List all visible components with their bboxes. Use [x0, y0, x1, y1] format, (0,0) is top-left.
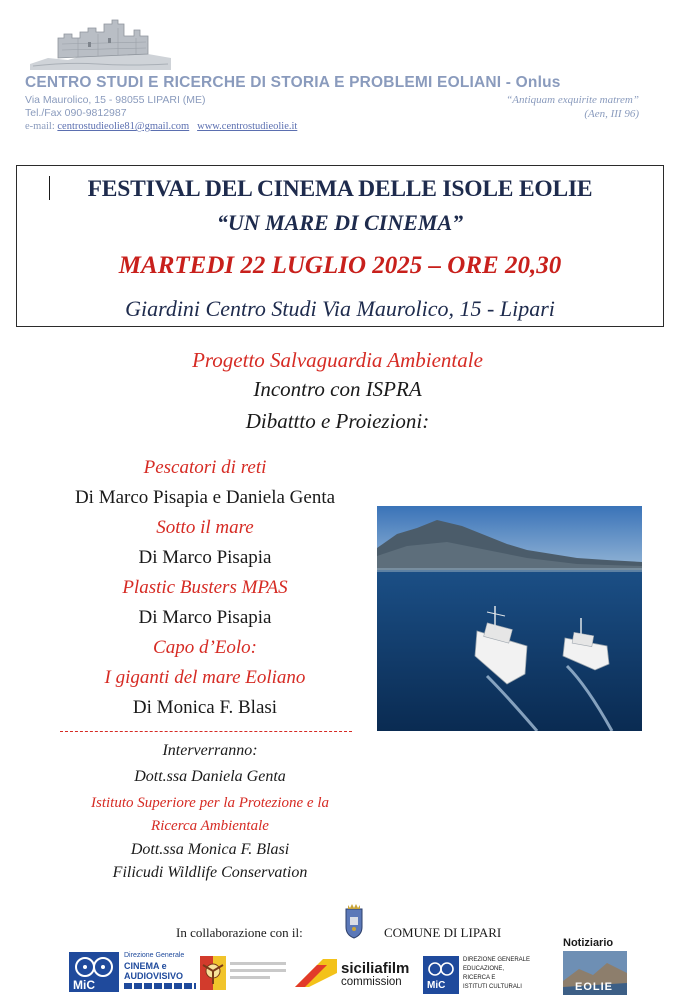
mic-audiovisivo: AUDIOVISIVO — [124, 971, 184, 981]
festival-title: FESTIVAL DEL CINEMA DELLE ISOLE EOLIE — [87, 176, 593, 202]
film-title-line2: I giganti del mare Eoliano — [104, 667, 306, 688]
mic-stripe — [124, 983, 196, 989]
speaker-org: Istituto Superiore per la Protezione e la — [90, 795, 330, 811]
mic-dg-education-logo — [423, 956, 543, 996]
speaker-org-line2: Ricerca Ambientale — [151, 818, 269, 834]
motto: “Antiquam exquirite matrem” — [506, 94, 639, 106]
trinacria-icon — [200, 956, 226, 990]
speakers-heading: Interverranno: — [162, 742, 258, 759]
regione-logo — [200, 956, 290, 994]
event-place: Giardini Centro Studi Via Maurolico, 15 - Lipari — [125, 296, 555, 321]
dg-line2: EDUCAZIONE, — [463, 966, 505, 972]
film-commission-mark-icon — [293, 957, 339, 991]
org-address: Via Maurolico, 15 - 98055 LIPARI (ME) — [25, 94, 206, 106]
mic-abbr-2: MiC — [427, 980, 446, 991]
film-author: Di Marco Pisapia e Daniela Genta — [74, 487, 336, 508]
divider — [60, 731, 352, 732]
notiziario-eolie-logo — [561, 937, 629, 997]
speaker-name: Dott.ssa Daniela Genta — [134, 768, 286, 785]
dg-line3: RICERCA E — [463, 975, 496, 981]
mic-cinema-logo — [69, 952, 199, 994]
motto-reference: (Aen, III 96) — [584, 108, 639, 120]
mic-top: Direzione Generale — [124, 952, 185, 959]
dg-line1: DIREZIONE GENERALE — [463, 957, 531, 963]
regione-text-line — [230, 962, 286, 965]
email-link[interactable]: centrostudieolie81@gmail.com — [57, 121, 190, 132]
sicilia-film-sub: commission — [341, 976, 402, 988]
festival-subtitle: “UN MARE DI CINEMA” — [216, 210, 464, 235]
regione-text-line — [230, 976, 270, 979]
speaker-name: Dott.ssa Monica F. Blasi — [130, 841, 290, 858]
mic-abbr: MiC — [73, 978, 95, 992]
mic-emblem-icon — [427, 960, 455, 978]
film-author: Di Marco Pisapia — [138, 547, 272, 568]
debate-line: Dibattto e Proiezioni: — [245, 409, 430, 433]
collaboration-label: In collaborazione con il: — [176, 925, 303, 940]
dg-line4: ISTITUTI CULTURALI — [463, 984, 522, 990]
org-contacts — [25, 121, 297, 132]
film-reel-icon — [73, 955, 115, 979]
meeting-line: Incontro con ISPRA — [253, 377, 422, 401]
sicilia-film-commission-logo — [293, 957, 421, 995]
comune-crest-icon — [343, 903, 365, 939]
project-title: Progetto Salvaguardia Ambientale — [192, 348, 483, 372]
email-label: e-mail: — [25, 121, 55, 132]
film-author: Di Marco Pisapia — [138, 607, 272, 628]
notiziario-label: Notiziario — [563, 937, 614, 949]
film-author: Di Monica F. Blasi — [132, 697, 278, 718]
film-title: Pescatori di reti — [143, 457, 267, 478]
speaker-org: Filicudi Wildlife Conservation — [112, 864, 308, 881]
org-name: CENTRO STUDI E RICERCHE DI STORIA E PROBLEMI EOLIANI - Onlus — [25, 74, 561, 91]
comune-label: COMUNE DI LIPARI — [384, 925, 502, 940]
castle-logo — [28, 14, 173, 72]
mic-cinema: CINEMA e — [124, 961, 167, 971]
film-title: Capo d’Eolo: — [153, 637, 257, 658]
website-link[interactable]: www.centrostudieolie.it — [197, 121, 298, 132]
sicilia-film-name: siciliafilm — [341, 960, 410, 977]
boats-photo — [377, 506, 642, 731]
org-telfax: Tel./Fax 090-9812987 — [25, 107, 127, 119]
film-title: Plastic Busters MPAS — [122, 577, 288, 598]
eolie-label: EOLIE — [575, 981, 614, 993]
title-box — [16, 165, 664, 327]
film-title: Sotto il mare — [156, 517, 254, 538]
regione-text-line — [230, 969, 286, 972]
event-date: MARTEDI 22 LUGLIO 2025 – ORE 20,30 — [118, 252, 562, 279]
